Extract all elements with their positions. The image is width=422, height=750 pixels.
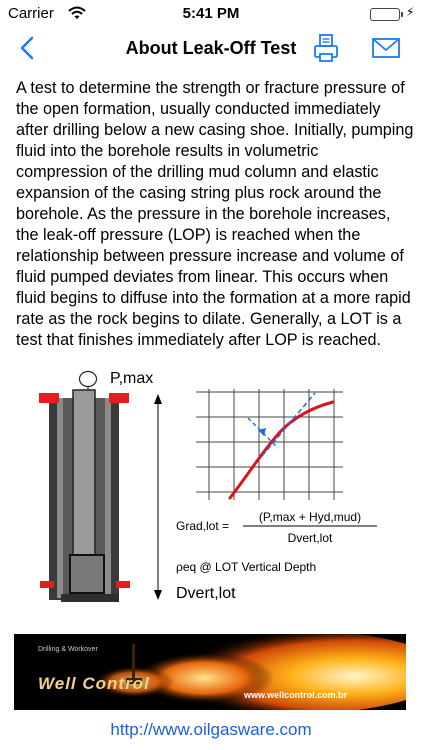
battery-tip (401, 12, 403, 17)
wellbore-schematic (39, 372, 130, 603)
website-link[interactable]: http://www.oilgasware.com (110, 720, 312, 739)
leak-off-description: A test to determine the strength or fracture pressure of the open formation, usually conducted immediately after drilling below a new casing shoe. Initially, pumping fluid into the borehole results in volumetric compression of the drilling mud column and elastic expansion of the casing string plus rock around the borehole. As the pressure in the borehole increases, the leak-off pressure (LOP) is reached when the relationship between pressure increase and volume of fluid pumped deviates from linear. This occurs when fluid begins to diffuse into the formation at a more rapid rate as the rock begins to dilate. Generally, a LOT is a test that finishes immediately after LOP is reached. (16, 79, 414, 349)
gradient-label: Grad,lot = (176, 519, 230, 533)
leak-off-test-diagram (0, 362, 422, 610)
battery-icon (370, 8, 400, 21)
page-title: About Leak-Off Test (125, 38, 297, 58)
depth-arrow (154, 394, 162, 600)
clock: 5:41 PM (182, 5, 240, 22)
linear-trend-line (262, 393, 315, 456)
mail-button[interactable] (370, 34, 402, 62)
vertical-depth-label: Dvert,lot (176, 585, 236, 602)
charging-icon: ⚡ (406, 5, 415, 19)
navigation-bar (0, 28, 422, 68)
banner-subtitle: Drilling & Workover (38, 646, 98, 653)
equivalent-density-label: ρeq @ LOT Vertical Depth (176, 560, 317, 574)
pressure-volume-plot (196, 389, 343, 500)
mail-icon (370, 34, 402, 62)
gradient-numerator: (P,max + Hyd,mud) (258, 510, 362, 524)
banner-url: www.wellcontrol.com.br (244, 690, 348, 700)
pmax-label: P,max (110, 370, 154, 387)
well-control-banner[interactable] (14, 634, 406, 710)
print-button[interactable] (312, 32, 340, 64)
carrier-label: Carrier (8, 5, 54, 22)
status-bar (0, 0, 422, 28)
print-icon (312, 32, 340, 64)
back-button[interactable] (14, 32, 42, 64)
banner-brand: Well Control (38, 674, 150, 693)
diagram-svg (0, 362, 422, 610)
gradient-denominator: Dvert,lot (287, 531, 333, 545)
chevron-left-icon (14, 32, 42, 64)
pressure-curve (230, 402, 333, 498)
